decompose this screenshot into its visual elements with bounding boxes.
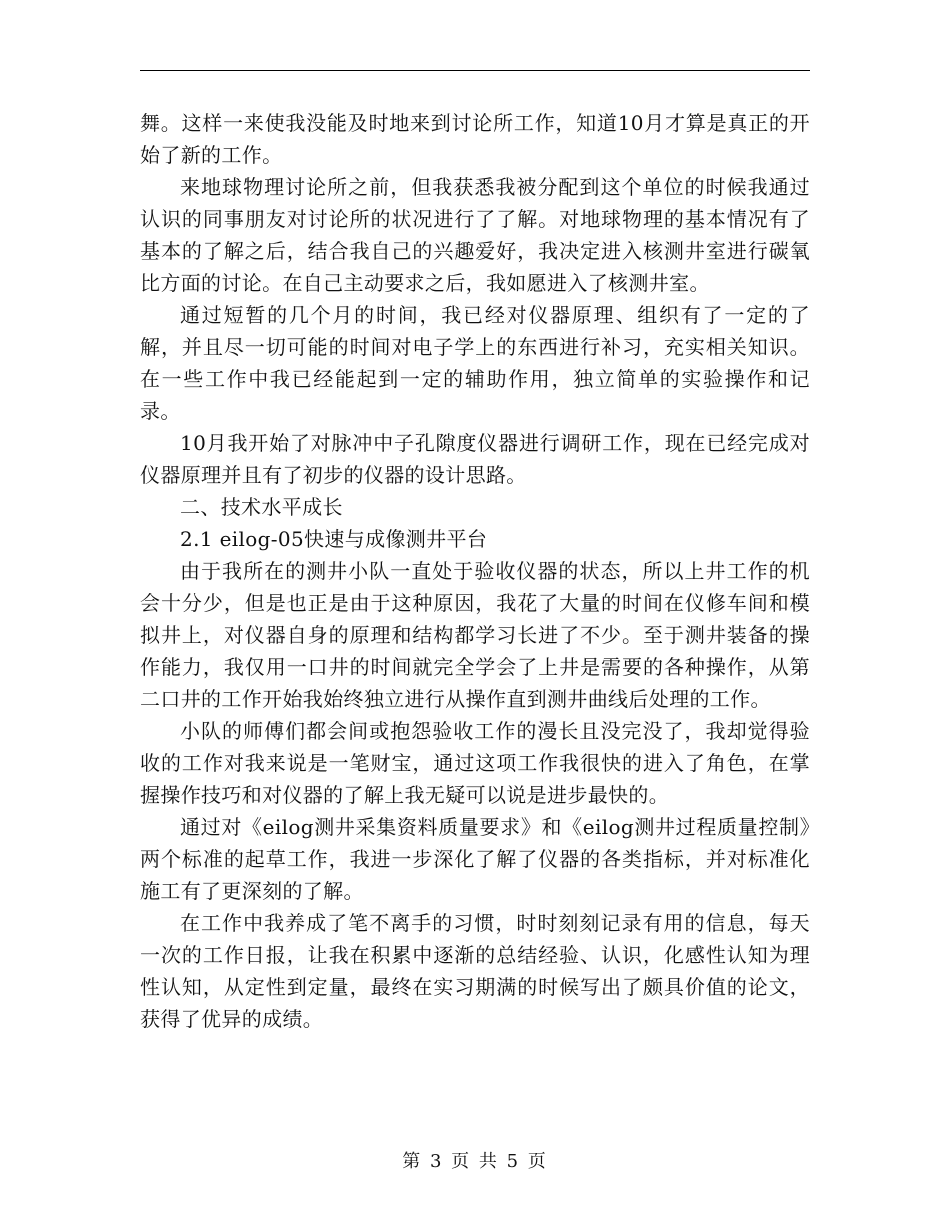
- paragraph: 通过对《eilog测井采集资料质量要求》和《eilog测井过程质量控制》两个标准的起草工作，我进一步深化了解了仪器的各类指标，并对标准化施工有了更深刻的了解。: [140, 815, 810, 903]
- section-heading: 二、技术水平成长: [180, 495, 343, 519]
- paragraph: 来地球物理讨论所之前，但我获悉我被分配到这个单位的时候我通过认识的同事朋友对讨论所的状况进行了了解。对地球物理的基本情况有了基本的了解之后，结合我自己的兴趣爱好，我决定进入核测井室进行碳氧比方面的讨论。在自己主动要求之后，我如愿进入了核测井室。: [140, 175, 810, 295]
- paragraph: 舞。这样一来使我没能及时地来到讨论所工作，知道10月才算是真正的开始了新的工作。: [140, 111, 810, 167]
- paragraph: 10月我开始了对脉冲中子孔隙度仪器进行调研工作，现在已经完成对仪器原理并且有了初步的仪器的设计思路。: [140, 431, 810, 487]
- paragraph: 小队的师傅们都会间或抱怨验收工作的漫长且没完没了，我却觉得验收的工作对我来说是一笔财宝，通过这项工作我很快的进入了角色，在掌握操作技巧和对仪器的了解上我无疑可以说是进步最快的。: [140, 719, 810, 807]
- paragraph: 由于我所在的测井小队一直处于验收仪器的状态，所以上井工作的机会十分少，但是也正是由于这种原因，我花了大量的时间在仪修车间和模拟井上，对仪器自身的原理和结构都学习长进了不少。至于测井装备的操作能力，我仅用一口井的时间就完全学会了上井是需要的各种操作，从第二口井的工作开始我始终独立进行从操作直到测井曲线后处理的工作。: [140, 559, 810, 711]
- paragraph: 通过短暂的几个月的时间，我已经对仪器原理、组织有了一定的了解，并且尽一切可能的时间对电子学上的东西进行补习，充实相关知识。在一些工作中我已经能起到一定的辅助作用，独立简单的实验操作和记录。: [140, 303, 810, 423]
- page-number: 第 3 页 共 5 页: [402, 1151, 548, 1172]
- header-rule: [140, 70, 810, 71]
- subsection-heading: 2.1 eilog-05快速与成像测井平台: [180, 527, 488, 551]
- document-body: [140, 107, 810, 1035]
- paragraph: 在工作中我养成了笔不离手的习惯，时时刻刻记录有用的信息，每天一次的工作日报，让我在积累中逐渐的总结经验、认识，化感性认知为理性认知，从定性到定量，最终在实习期满的时候写出了颇具价值的论文，获得了优异的成绩。: [140, 911, 810, 1031]
